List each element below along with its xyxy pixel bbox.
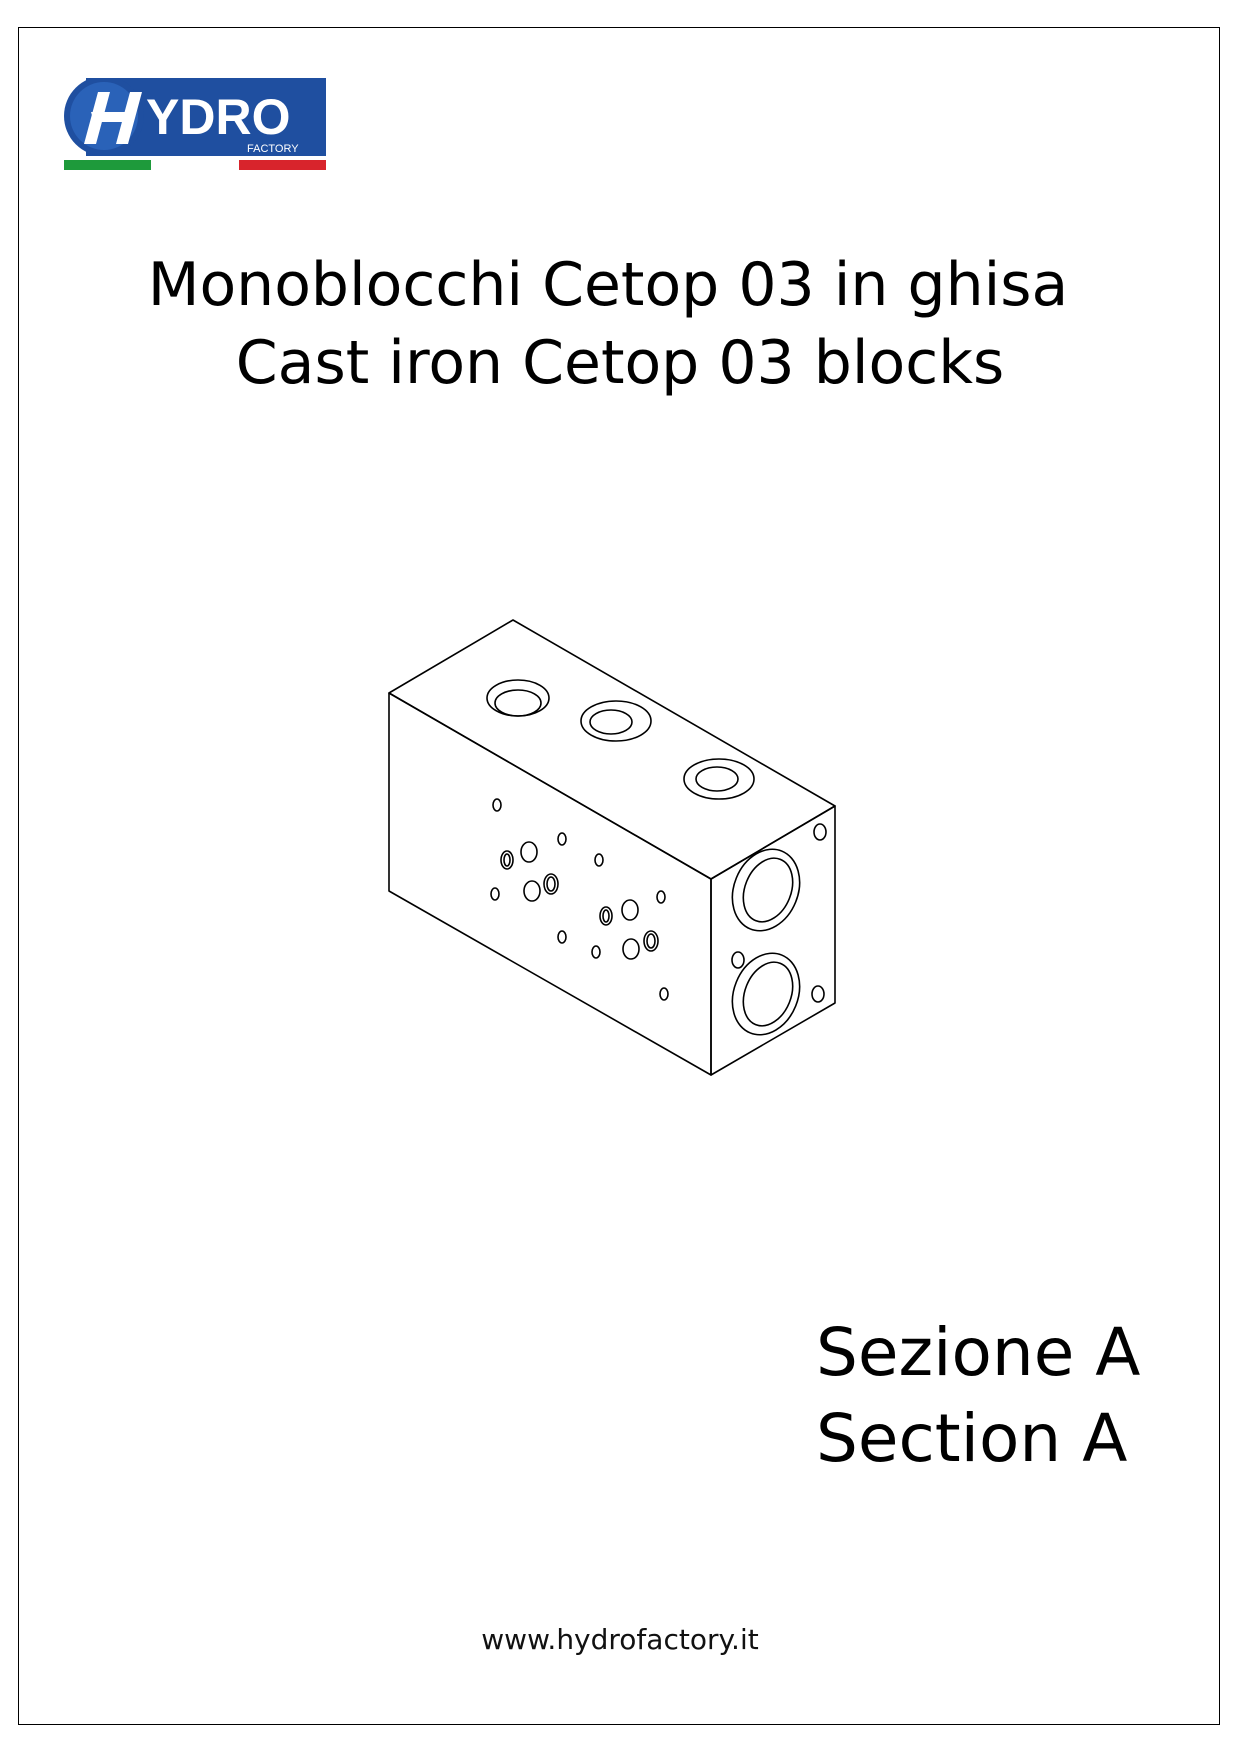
top-port-3 [684,759,754,799]
document-title-italian: Monoblocchi Cetop 03 in ghisa [147,250,1069,320]
section-label-italian: Sezione A [816,1314,1141,1391]
block-left-face [389,693,711,1075]
cetop-pattern-1 [491,799,566,943]
cetop-block-isometric-drawing [385,615,845,1080]
document-title-english: Cast iron Cetop 03 blocks [235,328,1005,398]
right-bolt-hole-1 [814,824,826,840]
block-top-face [389,620,835,879]
right-port-upper [721,839,812,941]
logo-word: YDRO [146,89,291,145]
right-port-lower [721,943,812,1045]
top-port-2 [581,701,651,741]
block-right-face [711,806,835,1075]
hydro-factory-logo [64,78,326,174]
cetop-pattern-2 [592,854,668,1000]
logo-sub: FACTORY [247,143,299,155]
top-port-1 [487,680,549,716]
footer-website-link[interactable]: www.hydrofactory.it [481,1623,759,1656]
right-bolt-hole-3 [812,986,824,1002]
right-bolt-hole-2 [732,952,744,968]
section-label-english: Section A [816,1400,1128,1477]
